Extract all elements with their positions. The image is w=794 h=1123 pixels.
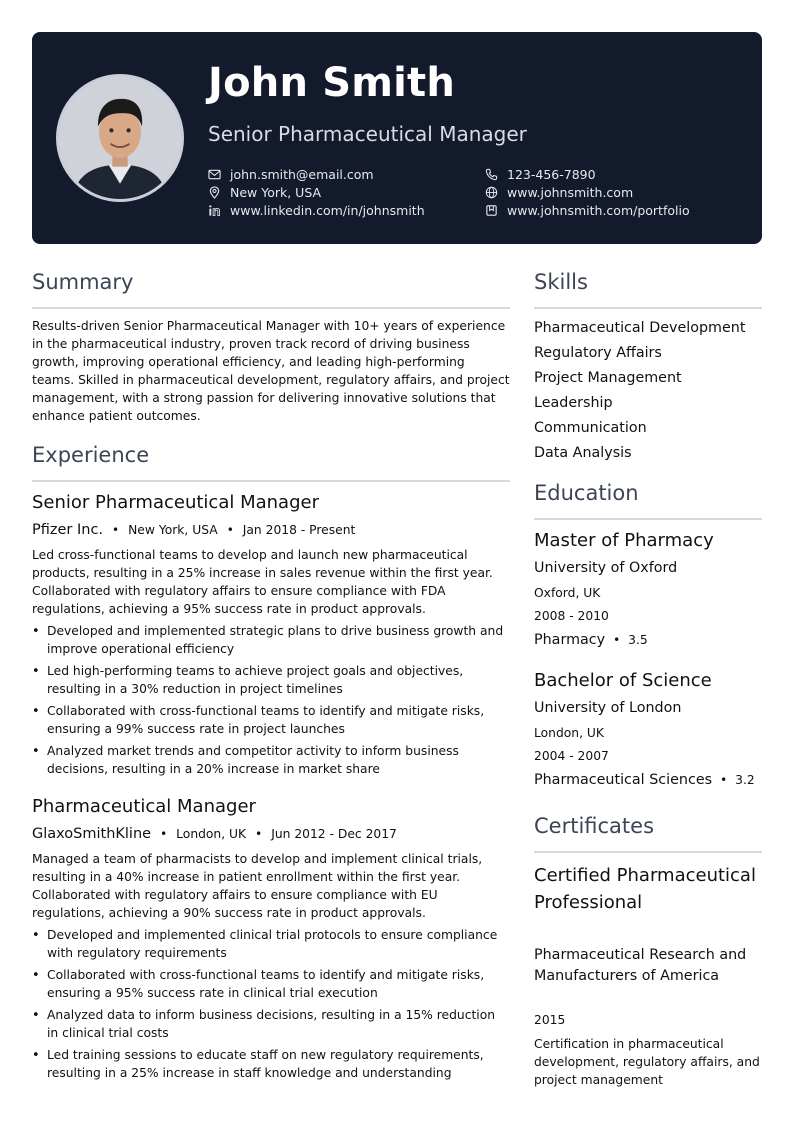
contact-linkedin[interactable]	[208, 201, 425, 219]
separator-dot: •	[720, 773, 728, 787]
job-achievements	[32, 926, 510, 1086]
mail-icon	[208, 168, 221, 181]
experience-divider	[32, 480, 510, 482]
education-heading: Education	[534, 481, 639, 505]
certificate-organization: Pharmaceutical Research and Manufacturers of America	[534, 947, 747, 984]
education-dates: 2004 - 2007	[534, 749, 609, 763]
job-meta	[32, 522, 355, 538]
contact-email[interactable]	[208, 165, 374, 183]
certificate-description: Certification in pharmaceutical development, regulatory affairs, and project management	[534, 1037, 760, 1087]
profile-photo	[56, 74, 184, 202]
job-title: Pharmaceutical Manager	[32, 796, 256, 817]
education-field-name: Pharmacy	[534, 632, 606, 648]
contact-portfolio-text: www.johnsmith.com/portfolio	[507, 202, 690, 218]
education-school: University of Oxford	[534, 560, 678, 576]
job-location: New York, USA	[128, 523, 218, 537]
education-gpa: 3.5	[628, 633, 648, 647]
skill-item: Data Analysis	[534, 445, 632, 461]
job-dates: Jun 2012 - Dec 2017	[271, 827, 397, 841]
job-achievements	[32, 622, 510, 782]
contact-website[interactable]	[485, 183, 633, 201]
education-field	[534, 632, 648, 648]
skills-heading: Skills	[534, 270, 588, 294]
contact-portfolio[interactable]	[485, 201, 690, 219]
skills-list	[534, 316, 745, 466]
location-pin-icon	[208, 186, 221, 199]
summary-divider	[32, 307, 510, 309]
job-title: Senior Pharmaceutical Manager	[32, 492, 319, 513]
contact-linkedin-text: www.linkedin.com/in/johnsmith	[230, 202, 425, 218]
job-description: Managed a team of pharmacists to develop and implement clinical trials, resulting in a 40% increase in patient enrollment within the first year. Collaborated with regulatory affairs to ensure compliance with EU regulations, achieving a 90% success rate in product approvals.	[32, 852, 483, 920]
education-degree: Master of Pharmacy	[534, 530, 714, 551]
certificates-heading: Certificates	[534, 814, 655, 838]
contact-location-text: New York, USA	[230, 184, 322, 200]
skill-item: Pharmaceutical Development	[534, 320, 746, 336]
job-company: Pfizer Inc.	[32, 522, 104, 538]
globe-icon	[485, 186, 498, 199]
person-portrait-icon	[59, 77, 181, 199]
resume-header	[32, 32, 762, 244]
separator-dot: •	[613, 633, 621, 647]
skill-item: Regulatory Affairs	[534, 345, 662, 361]
job-dates: Jan 2018 - Present	[242, 523, 356, 537]
separator-dot: •	[160, 827, 168, 841]
phone-icon	[485, 168, 498, 181]
separator-dot: •	[112, 523, 120, 537]
skill-item: Leadership	[534, 395, 613, 411]
certificate-year: 2015	[534, 1013, 566, 1027]
contact-phone[interactable]	[485, 165, 596, 183]
certificates-divider	[534, 851, 762, 853]
list-item: • Developed and implemented clinical trial protocols to ensure compliance with regulatory requirements	[32, 926, 510, 962]
portfolio-icon	[485, 204, 498, 217]
contact-phone-text: 123-456-7890	[507, 166, 596, 182]
list-item: • Collaborated with cross-functional teams to identify and mitigate risks, ensuring a 95% success rate in clinical trial execution	[32, 966, 510, 1002]
candidate-name: John Smith	[208, 60, 456, 106]
skill-item: Communication	[534, 420, 647, 436]
list-item: • Analyzed data to inform business decisions, resulting in a 15% reduction in clinical trial costs	[32, 1006, 510, 1042]
experience-heading: Experience	[32, 443, 150, 467]
separator-dot: •	[255, 827, 263, 841]
summary-text: Results-driven Senior Pharmaceutical Manager with 10+ years of experience in the pharmaceutical industry, proven track record of driving business growth, improving operational efficiency, and leading high-performing teams. Skilled in pharmaceutical development, regulatory affairs, and project management, with a strong passion for delivering innovative solutions that enhance patient outcomes.	[32, 319, 510, 423]
linkedin-icon	[208, 204, 221, 217]
education-gpa: 3.2	[735, 773, 755, 787]
candidate-title: Senior Pharmaceutical Manager	[208, 122, 527, 146]
education-field-name: Pharmaceutical Sciences	[534, 772, 713, 788]
education-dates: 2008 - 2010	[534, 609, 609, 623]
skill-item: Project Management	[534, 370, 682, 386]
list-item: • Developed and implemented strategic plans to drive business growth and improve operational efficiency	[32, 622, 510, 658]
summary-heading: Summary	[32, 270, 134, 294]
job-meta	[32, 826, 397, 842]
education-degree: Bachelor of Science	[534, 670, 712, 691]
contact-email-text: john.smith@email.com	[230, 166, 374, 182]
list-item: • Analyzed market trends and competitor activity to inform business decisions, resulting in a 20% increase in market share	[32, 742, 510, 778]
certificate-name: Certified Pharmaceutical Professional	[534, 865, 756, 913]
list-item: • Led training sessions to educate staff on new regulatory requirements, resulting in a 25% increase in staff knowledge and understanding	[32, 1046, 510, 1082]
education-location: London, UK	[534, 726, 604, 740]
contact-location	[208, 183, 321, 201]
skills-divider	[534, 307, 762, 309]
education-school: University of London	[534, 700, 682, 716]
list-item: • Led high-performing teams to achieve project goals and objectives, resulting in a 30% reduction in project timelines	[32, 662, 510, 698]
separator-dot: •	[226, 523, 234, 537]
job-description: Led cross-functional teams to develop and launch new pharmaceutical products, resulting in a 25% increase in sales revenue within the first year. Collaborated with regulatory affairs to ensure compliance with FDA regulations, achieving a 95% success rate in product approvals.	[32, 548, 493, 616]
contact-website-text: www.johnsmith.com	[507, 184, 634, 200]
job-company: GlaxoSmithKline	[32, 826, 152, 842]
list-item: • Collaborated with cross-functional teams to identify and mitigate risks, ensuring a 99% success rate in project launches	[32, 702, 510, 738]
education-field	[534, 772, 755, 788]
job-location: London, UK	[176, 827, 247, 841]
education-location: Oxford, UK	[534, 586, 601, 600]
education-divider	[534, 518, 762, 520]
